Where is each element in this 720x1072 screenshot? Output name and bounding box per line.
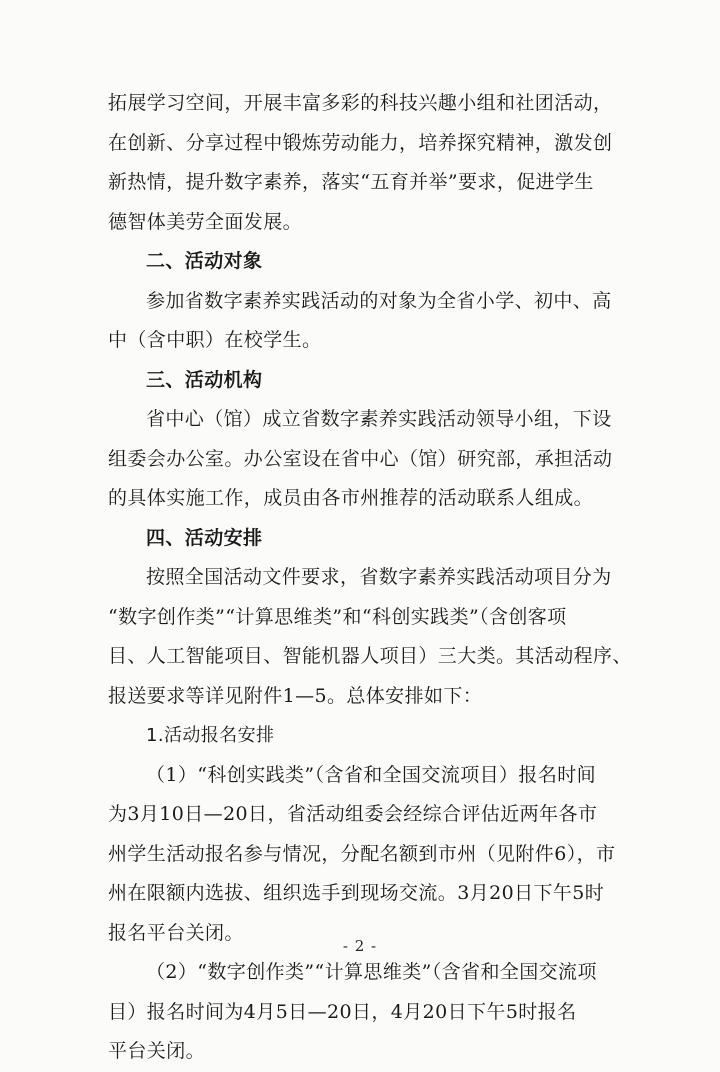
subsection-heading-registration: 1.活动报名安排 [146, 725, 275, 746]
paragraph-line: （1）“科创实践类”（含省和全国交流项目）报名时间 [146, 763, 597, 786]
paragraph-line: 省中心（馆）成立省数字素养实践活动领导小组，下设 [146, 408, 612, 430]
page-number: - 2 - [342, 937, 378, 955]
section-heading-arrangement: 四、活动安排 [146, 526, 263, 549]
paragraph-line: 拓展学习空间，开展丰富多彩的科技兴趣小组和社团活动， [108, 92, 613, 114]
paragraph-line: 德智体美劳全面发展。 [108, 210, 303, 233]
paragraph-line: 组委会办公室。办公室设在省中心（馆）研究部，承担活动 [108, 447, 613, 470]
paragraph-line: 报名平台关闭。 [108, 921, 244, 944]
paragraph-line: 目）报名时间为4月5日—20日，4月20日下午5时报名 [108, 1000, 577, 1023]
paragraph-line: 为3月10日—20日，省活动组委会经综合评估近两年各市 [108, 803, 598, 825]
paragraph-line: “数字创作类”“计算思维类”和“科创实践类”（含创客项 [108, 605, 567, 628]
paragraph-line: 州学生活动报名参与情况，分配名额到市州（见附件6），市 [108, 842, 616, 865]
paragraph-line: 新热情，提升数字素养，落实“五育并举”要求，促进学生 [108, 171, 594, 193]
paragraph-line: 的具体实施工作，成员由各市州推荐的活动联系人组成。 [108, 487, 594, 509]
paragraph-line: 报送要求等详见附件1—5。总体安排如下： [108, 684, 483, 707]
section-heading-organization: 三、活动机构 [146, 368, 263, 391]
paragraph-line: 中（含中职）在校学生。 [108, 329, 322, 351]
paragraph-line: 参加省数字素养实践活动的对象为全省小学、初中、高 [146, 289, 612, 312]
document-body [108, 84, 632, 1072]
paragraph-line: （2）“数字创作类”“计算思维类”（含省和全国交流项 [146, 961, 597, 983]
paragraph-line: 目、人工智能项目、智能机器人项目）三大类。其活动程序、 [108, 645, 632, 667]
paragraph-line: 州在限额内选拔、组织选手到现场交流。3月20日下午5时 [108, 882, 605, 904]
paragraph-line: 按照全国活动文件要求，省数字素养实践活动项目分为 [146, 566, 612, 588]
paragraph-line: 在创新、分享过程中锻炼劳动能力，培养探究精神，激发创 [108, 131, 613, 154]
section-heading-targets: 二、活动对象 [146, 250, 263, 272]
paragraph-line: 平台关闭。 [108, 1040, 206, 1062]
